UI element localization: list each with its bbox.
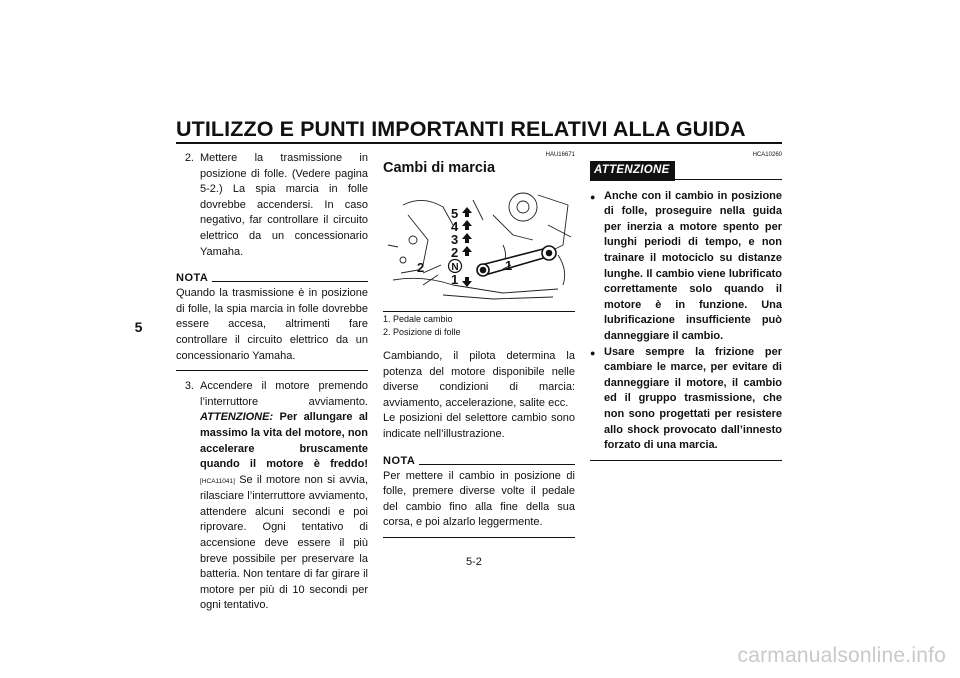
attention-bullets xyxy=(590,189,782,454)
nota-label: NOTA xyxy=(176,272,209,285)
nota-end-rule xyxy=(383,537,575,538)
section-heading: Cambi di marcia xyxy=(383,160,496,176)
column-right xyxy=(590,151,782,461)
attention-code: [HCA11041] xyxy=(200,477,235,485)
gearshift-illustration xyxy=(383,185,575,305)
callout-2: 2 xyxy=(417,260,425,275)
caption-item: 1. Pedale cambio xyxy=(383,314,453,324)
attention-inline-text: Per allungare al massimo la vita del motore, non accelerare bruscamente quando il motore è freddo! xyxy=(200,411,368,471)
attention-end-rule xyxy=(590,460,782,461)
nota-box xyxy=(176,272,368,371)
caption-rule xyxy=(383,311,575,312)
step-2 xyxy=(176,151,368,260)
nota-header xyxy=(176,272,368,284)
nota-box xyxy=(383,455,575,538)
paragraph-text: Cambiando, il pilota determina la potenza del motore disponibile nelle diverse condizioni di marcia: avviamento, accelerazione, salite ecc. xyxy=(383,350,575,409)
bullet-icon: ● xyxy=(590,191,596,202)
down-arrow-icon xyxy=(462,277,472,287)
callout-1: 1 xyxy=(505,258,513,273)
nota-text: Per mettere il cambio in posizione di folle, premere diverse volte il pedale del cambio fino alla fine della sua corsa, e poi alzarlo leggermente. xyxy=(383,469,575,529)
nota-rule xyxy=(419,464,575,465)
nota-text: Quando la trasmissione è in posizione di folle, la spia marcia in folle dovrebbe essere accesa, altrimenti fare controllare il circuito elettrico da un concessionario Yamaha. xyxy=(176,287,368,362)
list-item xyxy=(590,189,782,345)
gear-label-4: 4 xyxy=(451,219,459,234)
step-number: 3. xyxy=(184,380,194,393)
step-text: Accendere il motore premendo l’interruttore avviamento. xyxy=(200,380,368,408)
attention-code: HCA10260 xyxy=(752,152,782,158)
caption-item: 2. Posizione di folle xyxy=(383,327,461,337)
step-text: Mettere la trasmissione in posizione di folle. (Vedere pagina 5-2.) La spia marcia in folle dovrebbe accendersi. In caso negativo, far controllare il circuito elettrico da un concessionario Yamaha. xyxy=(200,152,368,258)
up-arrow-icon xyxy=(462,246,472,256)
step-text-continued: Se il motore non si avvia, rilasciare l’interruttore avviamento, attendere alcuni secondi e poi riprovare. Ogni tentativo di accensione deve essere il più breve possibile per preservare la batteria. Non tentare di far girare il motore per più di 10 secondi per ogni tentativo. xyxy=(200,473,369,612)
nota-label: NOTA xyxy=(383,454,416,467)
list-item-text: Anche con il cambio in posizione di folle, proseguire nella guida per inerzia a motore spento per lunghi periodi di tempo, e non trainare il motociclo su distanze lunghe. Il cambio viene lubrificato correttamente solo quando il motore è in funzione. Una lubrificazione insufficiente può danneggiare il cambio. xyxy=(604,189,782,342)
title-rule xyxy=(176,142,782,144)
attention-inline-label: ATTENZIONE: xyxy=(200,411,274,424)
gear-label-2: 2 xyxy=(451,245,459,260)
up-arrow-icon xyxy=(462,220,472,230)
column-middle xyxy=(383,151,575,546)
watermark: carmanualsonline.info xyxy=(737,644,946,667)
attention-rule xyxy=(675,179,782,180)
column-left xyxy=(176,151,368,614)
up-arrow-icon xyxy=(462,207,472,217)
step-body xyxy=(200,379,368,614)
gear-label-5: 5 xyxy=(451,206,459,221)
paragraph xyxy=(383,349,575,443)
step-number: 2. xyxy=(184,152,194,164)
chapter-tab: 5 xyxy=(134,319,143,335)
attention-header xyxy=(590,161,782,181)
step-3 xyxy=(176,379,368,614)
figure-captions xyxy=(383,313,575,339)
gear-label-1: 1 xyxy=(451,272,459,287)
up-arrow-icons xyxy=(462,207,472,287)
gearshift-drawing xyxy=(383,185,575,305)
nota-header xyxy=(383,455,575,467)
list-item-text: Usare sempre la frizione per cambiare le marce, per evitare di danneggiare il motore, il cambio ed il gruppo trasmissione, che non sono progettati per resistere allo shock provocato dall’innesto forzato di una marcia. xyxy=(604,345,782,452)
nota-rule xyxy=(212,281,368,282)
gear-label-n: N xyxy=(451,262,459,273)
paragraph-text: Le posizioni del selettore cambio sono indicate nell’illustrazione. xyxy=(383,412,575,440)
list-item xyxy=(590,345,782,454)
up-arrow-icon xyxy=(462,233,472,243)
page-number: 5-2 xyxy=(466,556,482,568)
page-title: UTILIZZO E PUNTI IMPORTANTI RELATIVI ALLA GUIDA xyxy=(176,117,746,141)
bullet-icon: ● xyxy=(590,347,596,358)
gear-label-3: 3 xyxy=(451,232,459,247)
section-code: HAU16671 xyxy=(545,152,575,158)
nota-end-rule xyxy=(176,370,368,371)
attention-badge: ATTENZIONE xyxy=(590,161,675,181)
